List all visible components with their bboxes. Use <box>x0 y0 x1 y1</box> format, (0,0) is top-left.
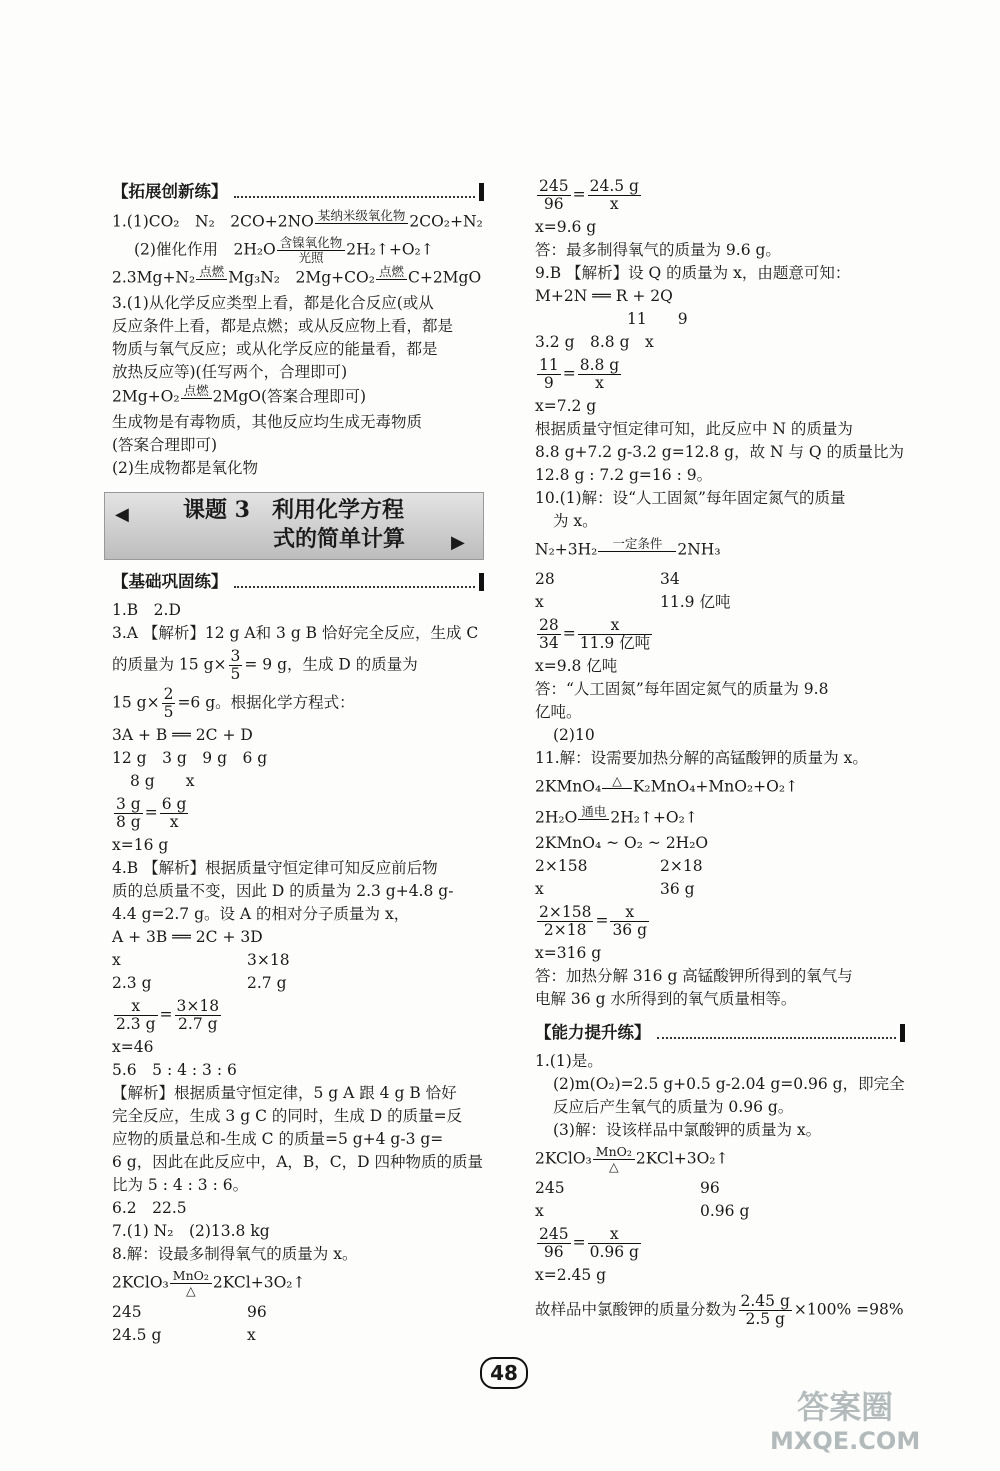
answer-line: 8.8 g+7.2 g-3.2 g=12.8 g，故 N 与 Q 的质量比为 <box>535 443 905 461</box>
answer-line: 故样品中氯酸钾的质量分数为 $\frac{2.45 g}{2.5 g}$ ×100% =98% <box>535 1292 904 1328</box>
answer-line: x=316 g <box>535 944 602 962</box>
answer-line: 1.B 2.D <box>112 601 181 619</box>
equation: 3A + B ══ 2C + D <box>112 726 253 744</box>
answer-line: 2.3Mg+N₂ 点燃 Mg₃N₂ 2Mg+CO₂ 点燃 C+2MgO <box>112 264 482 287</box>
answer-line: 1.(1)是。 <box>535 1052 603 1070</box>
proportion: $\frac{28}{34}$ = $\frac{x}{\text{11.9 亿吨}}$ <box>539 616 651 652</box>
equation: 11 9 <box>627 310 688 328</box>
answer-line: 6 g，因此在此反应中，A，B，C，D 四种物质的质量 <box>112 1153 484 1171</box>
left-arrow-icon: ◀ <box>115 504 129 525</box>
answer-line: 答：最多制得氧气的质量为 9.6 g。 <box>535 241 781 259</box>
answer-line: 3.(1)从化学反应类型上看，都是化合反应(或从 <box>112 294 434 312</box>
equation: A + 3B ══ 2C + 3D <box>112 928 263 946</box>
answer-line: 答：“人工固氮”每年固定氮气的质量为 9.8 <box>535 680 829 698</box>
equation-table: 28 34 <box>535 570 680 588</box>
equation: M+2N ══ R + 2Q <box>535 287 673 305</box>
answer-line: x=9.6 g <box>535 218 597 236</box>
equation: 12 g 3 g 9 g 6 g <box>112 749 268 767</box>
answer-line: x=9.8 亿吨 <box>535 657 618 675</box>
answer-line: 为 x。 <box>553 512 598 530</box>
answer-line: 电解 36 g 水所得到的氧气质量相等。 <box>535 990 797 1008</box>
proportion: $\frac{11}{9}$ = $\frac{8.8 g}{x}$ <box>539 356 620 392</box>
section-header-extension: 【拓展创新练】 <box>112 180 484 203</box>
equation-table: 245 96 <box>535 1179 720 1197</box>
answer-line: 7.(1) N₂ (2)13.8 kg <box>112 1222 270 1240</box>
answer-line: 应物的质量总和-生成 C 的质量=5 g+4 g-3 g= <box>112 1130 444 1148</box>
right-column <box>535 178 905 1328</box>
equation-table: 24.5 g x <box>112 1326 256 1344</box>
answer-line: (2)10 <box>553 726 595 744</box>
answer-line: 5.6 5 : 4 : 3 : 6 <box>112 1061 237 1079</box>
page-number: 48 <box>480 1357 528 1389</box>
answer-line: 放热反应等)(任写两个，合理即可) <box>112 363 348 381</box>
equation: 3.2 g 8.8 g x <box>535 333 654 351</box>
answer-line: 答：加热分解 316 g 高锰酸钾所得到的氧气与 <box>535 967 853 985</box>
equation: 2KMnO₄ ~ O₂ ~ 2H₂O <box>535 834 709 852</box>
watermark: 答案圈 MXQE.COM <box>770 1388 921 1455</box>
answer-line: (2)生成物都是氧化物 <box>112 459 258 477</box>
proportion: $\frac{3 g}{8 g}$ = $\frac{6 g}{x}$ <box>116 795 187 831</box>
right-arrow-icon: ▶ <box>451 532 465 553</box>
answer-line: 根据质量守恒定律可知，此反应中 N 的质量为 <box>535 420 853 438</box>
answer-line: 11.解：设需要加热分解的高锰酸钾的质量为 x。 <box>535 749 868 767</box>
equation: 2KMnO₄ △ K₂MnO₄+MnO₂+O₂↑ <box>535 773 799 796</box>
answer-line: 物质与氧气反应；或从化学反应的能量看，都是 <box>112 340 438 358</box>
answer-line: 6.2 22.5 <box>112 1199 187 1217</box>
proportion: $\frac{x}{2.3 g}$ = $\frac{3\times 18}{2.7 g}$ <box>116 997 220 1033</box>
equation: 2KClO₃ MnO₂ △ 2KCl+3O₂↑ <box>112 1268 306 1298</box>
equation-table: x 36 g <box>535 880 695 898</box>
answer-line: 反应条件上看，都是点燃；或从反应物上看，都是 <box>112 317 454 335</box>
answer-line: 4.B 【解析】根据质量守恒定律可知反应前后物 <box>112 859 438 877</box>
equation-table: x 3×18 <box>112 951 290 969</box>
answer-line: 的质量为 15 g× $\frac{3}{5}$ = 9 g，生成 D 的质量为 <box>112 647 418 683</box>
answer-line: 9.B 【解析】设 Q 的质量为 x，由题意可知： <box>535 264 851 282</box>
answer-line: 完全反应，生成 3 g C 的同时，生成 D 的质量=反 <box>112 1107 463 1125</box>
section-header-basic: 【基础巩固练】 <box>112 570 484 593</box>
equation: N₂+3H₂ 一定条件 2NH₃ <box>535 536 721 559</box>
equation: 2H₂O 通电 2H₂↑+O₂↑ <box>535 804 698 827</box>
answer-line: 4.4 g=2.7 g。设 A 的相对分子质量为 x， <box>112 905 410 923</box>
answer-line: 8.解：设最多制得氧气的质量为 x。 <box>112 1245 358 1263</box>
equation: 8 g x <box>130 772 195 790</box>
answer-line: x=2.45 g <box>535 1266 607 1284</box>
answer-line: 2Mg+O₂ 点燃 2MgO(答案合理即可) <box>112 383 367 406</box>
answer-line: x=7.2 g <box>535 397 597 415</box>
answer-line: 比为 5 : 4 : 3 : 6。 <box>112 1176 249 1194</box>
equation-table: 2.3 g 2.7 g <box>112 974 287 992</box>
answer-line: (答案合理即可) <box>112 436 218 454</box>
answer-line: 10.(1)解：设“人工固氮”每年固定氮气的质量 <box>535 489 846 507</box>
answer-line: 质的总质量不变，因此 D 的质量为 2.3 g+4.8 g- <box>112 882 454 900</box>
equation-table: x 0.96 g <box>535 1202 750 1220</box>
answer-line: (2)m(O₂)=2.5 g+0.5 g-2.04 g=0.96 g，即完全 <box>553 1075 905 1093</box>
answer-line: x=46 <box>112 1038 154 1056</box>
lesson-banner: ◀ 课题 3 利用化学方程 式的简单计算 ▶ <box>104 492 484 560</box>
answer-line: (2)催化作用 2H₂O 含镍氧化物 光照 2H₂↑+O₂↑ <box>134 235 434 265</box>
answer-line: x=16 g <box>112 836 169 854</box>
left-column <box>112 178 484 1347</box>
answer-line: 【解析】根据质量守恒定律，5 g A 跟 4 g B 恰好 <box>112 1084 457 1102</box>
proportion: $\frac{2\times 158}{2\times 18}$ = $\frac{x}{36 g}$ <box>539 903 648 939</box>
answer-line: 15 g× $\frac{2}{5}$ =6 g。根据化学方程式： <box>112 685 355 721</box>
answer-line: (3)解：设该样品中氯酸钾的质量为 x。 <box>553 1121 822 1139</box>
equation: 2KClO₃ MnO₂ △ 2KCl+3O₂↑ <box>535 1144 729 1174</box>
equation-table: 2×158 2×18 <box>535 857 703 875</box>
answer-line: 12.8 g : 7.2 g=16 : 9。 <box>535 466 713 484</box>
equation-table: x 11.9 亿吨 <box>535 593 731 611</box>
answer-line: 亿吨。 <box>535 703 582 721</box>
answer-line: 生成物是有毒物质，其他反应均生成无毒物质 <box>112 413 423 431</box>
answer-line: 1.(1)CO₂ N₂ 2CO+2NO 某纳米级氧化物 2CO₂+N₂ <box>112 208 483 231</box>
equation-table: 245 96 <box>112 1303 267 1321</box>
answer-line: 3.A 【解析】12 g A和 3 g B 恰好完全反应，生成 C <box>112 624 479 642</box>
proportion: $\frac{245}{96}$ = $\frac{x}{0.96 g}$ <box>539 1225 639 1261</box>
answer-line: 反应后产生氧气的质量为 0.96 g。 <box>553 1098 794 1116</box>
section-header-ability: 【能力提升练】 <box>535 1021 905 1044</box>
proportion: $\frac{245}{96}$ = $\frac{24.5 g}{x}$ <box>539 177 639 213</box>
